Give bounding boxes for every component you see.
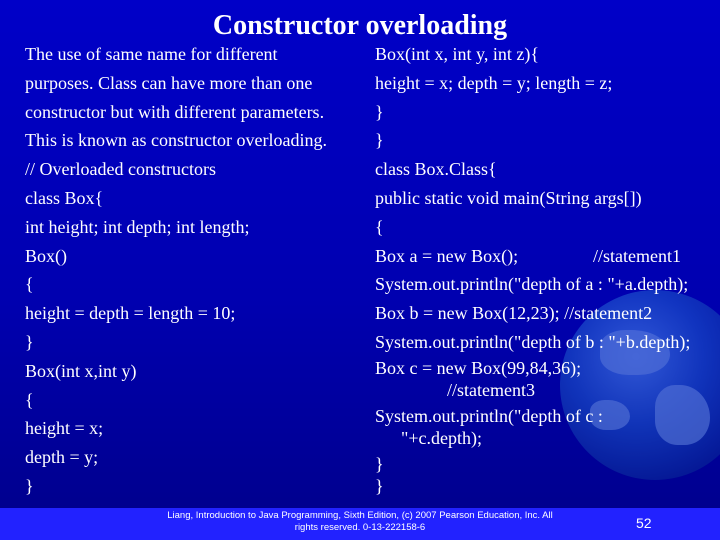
- code-line: Box(): [25, 245, 67, 266]
- code-line: System.out.println("depth of c :: [375, 405, 603, 426]
- code-line: // Overloaded constructors: [25, 159, 216, 180]
- code-line: int height; int depth; int length;: [25, 216, 250, 237]
- text-line: constructor but with different parameters.: [25, 101, 325, 122]
- code-line: height = depth = length = 10;: [25, 303, 236, 324]
- code-line: }: [375, 475, 384, 496]
- code-line: {: [25, 389, 34, 410]
- code-statement: Box a = new Box();: [375, 245, 519, 266]
- left-column: [25, 40, 365, 501]
- code-line: Box b = new Box(12,23); //statement2: [375, 303, 653, 324]
- code-line: {: [25, 274, 34, 295]
- footer-line: Liang, Introduction to Java Programming, Sixth Edition, (c) 2007 Pearson Education, Inc. All: [167, 510, 553, 521]
- text-line: The use of same name for different: [25, 44, 278, 64]
- code-line: Box(int x, int y, int z){: [375, 44, 539, 64]
- page-number: 52: [636, 515, 652, 531]
- right-column: [375, 40, 720, 497]
- code-line: height = x; depth = y; length = z;: [375, 72, 613, 93]
- slide-title: Constructor overloading: [212, 10, 508, 41]
- code-line: }: [375, 101, 384, 122]
- code-line: class Box{: [25, 187, 104, 208]
- code-line: Box c = new Box(99,84,36);: [375, 357, 582, 378]
- text-line: purposes. Class can have more than one: [25, 72, 313, 93]
- footer-line: rights reserved. 0-13-222158-6: [294, 522, 426, 533]
- code-line: {: [375, 216, 384, 237]
- code-line: }: [25, 331, 34, 352]
- code-line: class Box.Class{: [375, 159, 497, 180]
- footer-copyright: [140, 510, 580, 534]
- text-line: This is known as constructor overloading.: [25, 130, 327, 151]
- code-line: public static void main(String args[]): [375, 187, 642, 208]
- code-comment: //statement3: [447, 379, 535, 400]
- code-line: }: [25, 475, 34, 496]
- code-line: height = x;: [25, 418, 104, 439]
- code-line: depth = y;: [25, 447, 99, 468]
- code-line: System.out.println("depth of a : "+a.depth);: [375, 274, 689, 295]
- code-line: [375, 242, 720, 271]
- code-line: System.out.println("depth of b : "+b.depth);: [375, 331, 691, 352]
- code-line: Box(int x,int y): [25, 360, 137, 381]
- code-comment: //statement1: [593, 245, 681, 266]
- code-line: "+c.depth);: [401, 427, 482, 448]
- code-line: }: [375, 130, 384, 151]
- code-line: }: [375, 453, 384, 474]
